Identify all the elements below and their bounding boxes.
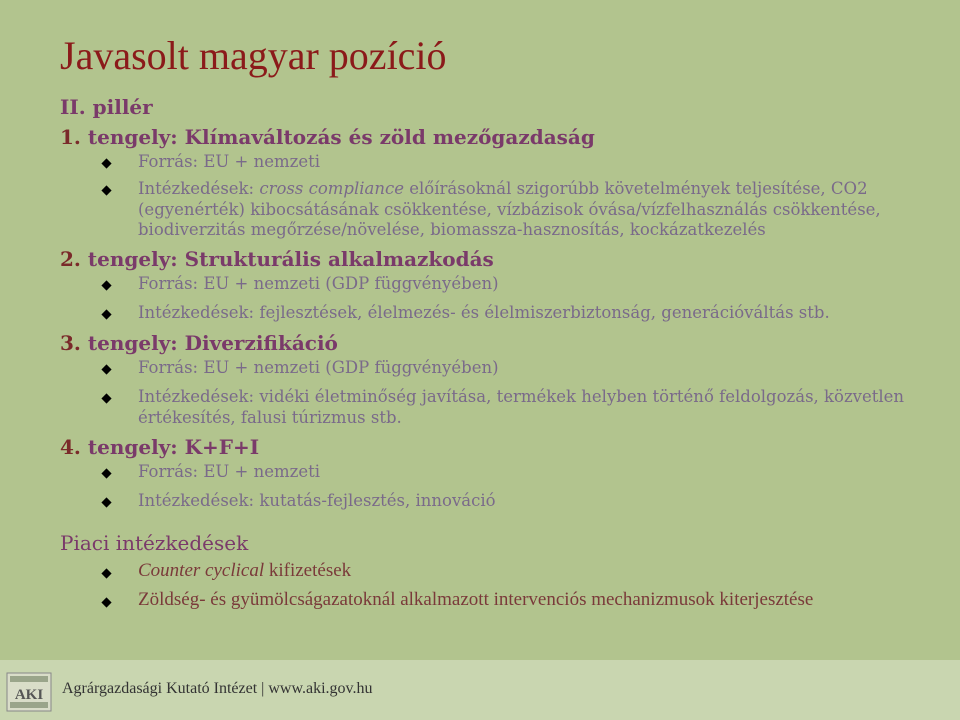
list-item: [96, 358, 940, 379]
list-item: [96, 491, 940, 512]
list-item: [96, 274, 940, 295]
axis-4-list: [60, 462, 940, 512]
axis-3-heading: [60, 332, 940, 354]
item-italic: Counter cyclical: [138, 560, 265, 581]
footer-text: Agrárgazdasági Kutató Intézet | www.aki.gov.hu: [62, 680, 373, 697]
item-text: Intézkedések: kutatás-fejlesztés, innováció: [138, 491, 496, 510]
list-item: [96, 179, 940, 240]
bullet-icon: [96, 463, 138, 483]
logo-text: AKI: [14, 687, 44, 703]
axis-number: 1.: [60, 125, 81, 149]
axis-2-list: [60, 274, 940, 324]
axis-number: 4.: [60, 435, 81, 459]
market-list: [60, 560, 940, 612]
axis-number: 2.: [60, 247, 81, 271]
list-item: [96, 462, 940, 483]
bullet-icon: [96, 388, 138, 408]
bullet-icon: [96, 590, 138, 612]
list-item: [96, 152, 940, 173]
bullet-icon: [96, 153, 138, 173]
slide-title: Javasolt magyar pozíció: [60, 33, 447, 78]
item-italic: cross compliance: [259, 179, 405, 198]
axis-1-list: [60, 152, 940, 240]
axis-2-heading: [60, 248, 940, 270]
bullet-icon: [96, 561, 138, 583]
item-text: előírásoknál szigorúbb követelmények teljesítése, CO2 (egyenérték) kibocsátásának csökkentése, vízbázisok óvása/vízfelhasználás csökkentése, biodiverzitás megőrzése/növelése, biomassza-hasznosítás, kockázatkezelés: [138, 179, 881, 239]
list-item: [96, 303, 940, 324]
item-text: Forrás: EU + nemzeti: [138, 462, 321, 481]
item-prefix: Intézkedések:: [138, 179, 260, 198]
list-item: [96, 387, 940, 428]
axis-title: tengely: K+F+I: [87, 435, 260, 459]
item-text: Forrás: EU + nemzeti (GDP függvényében): [138, 274, 499, 293]
slide-content: [60, 96, 940, 618]
aki-logo-icon: [6, 672, 52, 712]
axis-1-heading: [60, 126, 940, 148]
pillar-heading: II. pillér: [60, 95, 153, 119]
bullet-icon: [96, 275, 138, 295]
bullet-icon: [96, 359, 138, 379]
item-text: Forrás: EU + nemzeti (GDP függvényében): [138, 358, 499, 377]
list-item: [96, 589, 940, 612]
axis-number: 3.: [60, 331, 81, 355]
market-heading: Piaci intézkedések: [60, 531, 249, 555]
axis-4-heading: [60, 436, 940, 458]
axis-3-list: [60, 358, 940, 428]
bullet-icon: [96, 304, 138, 324]
item-text: kifizetések: [264, 560, 352, 581]
item-text: Intézkedések: vidéki életminőség javítása, termékek helyben történő feldolgozás, közvetlen értékesítés, falusi túrizmus stb.: [138, 387, 905, 427]
axis-title: tengely: Diverzifikáció: [87, 331, 338, 355]
footer: [0, 660, 960, 720]
item-text: Zöldség- és gyümölcságazatoknál alkalmazott intervenciós mechanizmusok kiterjesztése: [138, 589, 814, 610]
bullet-icon: [96, 492, 138, 512]
list-item: [96, 560, 940, 583]
bullet-icon: [96, 180, 138, 200]
item-text: Forrás: EU + nemzeti: [138, 152, 321, 171]
item-text: Intézkedések: fejlesztések, élelmezés- és élelmiszerbiztonság, generációváltás stb.: [138, 303, 830, 322]
axis-title: tengely: Klímaváltozás és zöld mezőgazdaság: [87, 125, 595, 149]
axis-title: tengely: Strukturális alkalmazkodás: [87, 247, 494, 271]
